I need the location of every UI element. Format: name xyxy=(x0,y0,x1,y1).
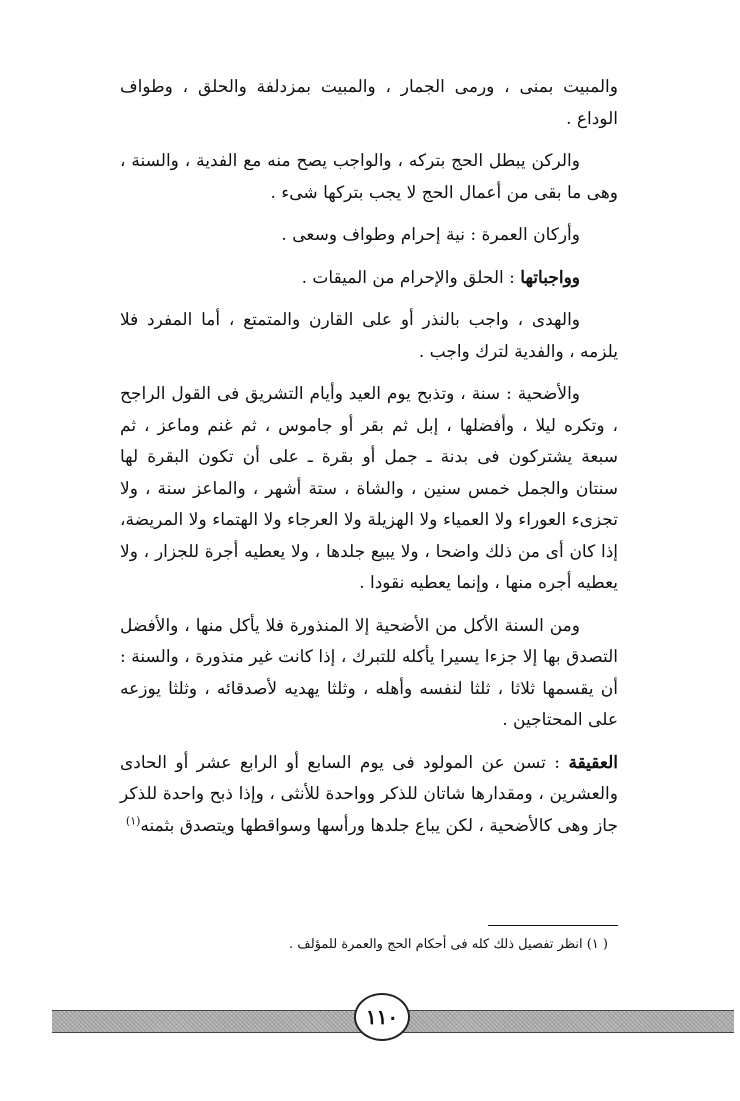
paragraph-2-text: والركن يبطل الحج بتركه ، والواجب يصح منه مع الفدية ، والسنة ، وهى ما بقى من أعمال الحج لا يجب بتركها شىء . xyxy=(120,151,618,203)
page-number-text: ١١٠ xyxy=(365,1005,399,1029)
footnote-reference: (١) xyxy=(125,813,141,827)
paragraph-8 xyxy=(120,748,618,843)
paragraph-4-lead-term: وواجباتها xyxy=(520,267,580,288)
paragraph-7 xyxy=(120,611,618,737)
paragraph-1-text: والمبيت بمنى ، ورمى الجمار ، والمبيت بمزدلفة والحلق ، وطواف الوداع . xyxy=(120,77,618,129)
paragraph-6-text: والأضحية : سنة ، وتذبح يوم العيد وأيام التشريق فى القول الراجح ، وتكره ليلا ، وأفضلها ، إبل ثم بقر أو جاموس ، ثم غنم وماعز ، ثم سبعة يشتركون فى بدنة ـ جمل أو بقرة ـ على أن تكون البقرة لها سنتان والجمل خمس سنين ، والشاة ، ستة أشهر ، والماعز سنة ، ولا تجزىء العوراء ولا العمياء ولا الهزيلة ولا العرجاء ولا الهتماء ولا المريضة، إذا كان أى من ذلك واضحا ، ولا يبيع جلدها ، ولا يعطيه أجرة للجزار ، ولا يعطيه أجره منها ، وإنما يعطيه نقودا . xyxy=(120,384,618,593)
paragraph-8-text: : تسن عن المولود فى يوم السابع أو الرابع عشر أو الحادى والعشرين ، ومقدارها شاتان للذكر وواحدة للأنثى ، وإذا ذبح واحدة للذكر جاز وهى كالأضحية ، لكن يباع جلدها ورأسها وسواقطها ويتصدق بثمنه xyxy=(120,752,618,836)
paragraph-8-lead-term: العقيقة xyxy=(568,752,619,773)
footnote-separator xyxy=(488,925,618,926)
paragraph-5-text: والهدى ، واجب بالنذر أو على القارن والمتمتع ، أما المفرد فلا يلزمه ، والفدية لترك واجب . xyxy=(120,310,618,362)
footnote: ( ١) انظر تفصيل ذلك كله فى أحكام الحج والعمرة للمؤلف . xyxy=(289,937,608,952)
main-text xyxy=(120,72,618,842)
paragraph-7-text: ومن السنة الأكل من الأضحية إلا المنذورة فلا يأكل منها ، والأفضل التصدق بها إلا جزءا يسيرا يأكله للتبرك ، إذا كانت غير منذورة ، والسنة : أن يقسمها ثلاثا ، ثلثا لنفسه وأهله ، وثلثا يهديه لأصدقائه ، وثلثا يوزعه على المحتاجين . xyxy=(120,615,618,730)
paragraph-1 xyxy=(120,72,618,135)
paragraph-3 xyxy=(120,220,618,252)
page-number xyxy=(354,993,410,1041)
paragraph-2 xyxy=(120,146,618,209)
paragraph-3-text: وأركان العمرة : نية إحرام وطواف وسعى . xyxy=(281,225,580,245)
paragraph-4 xyxy=(120,263,618,295)
paragraph-6 xyxy=(120,379,618,600)
paragraph-4-text: : الحلق والإحرام من الميقات . xyxy=(301,267,515,288)
paragraph-5 xyxy=(120,305,618,368)
